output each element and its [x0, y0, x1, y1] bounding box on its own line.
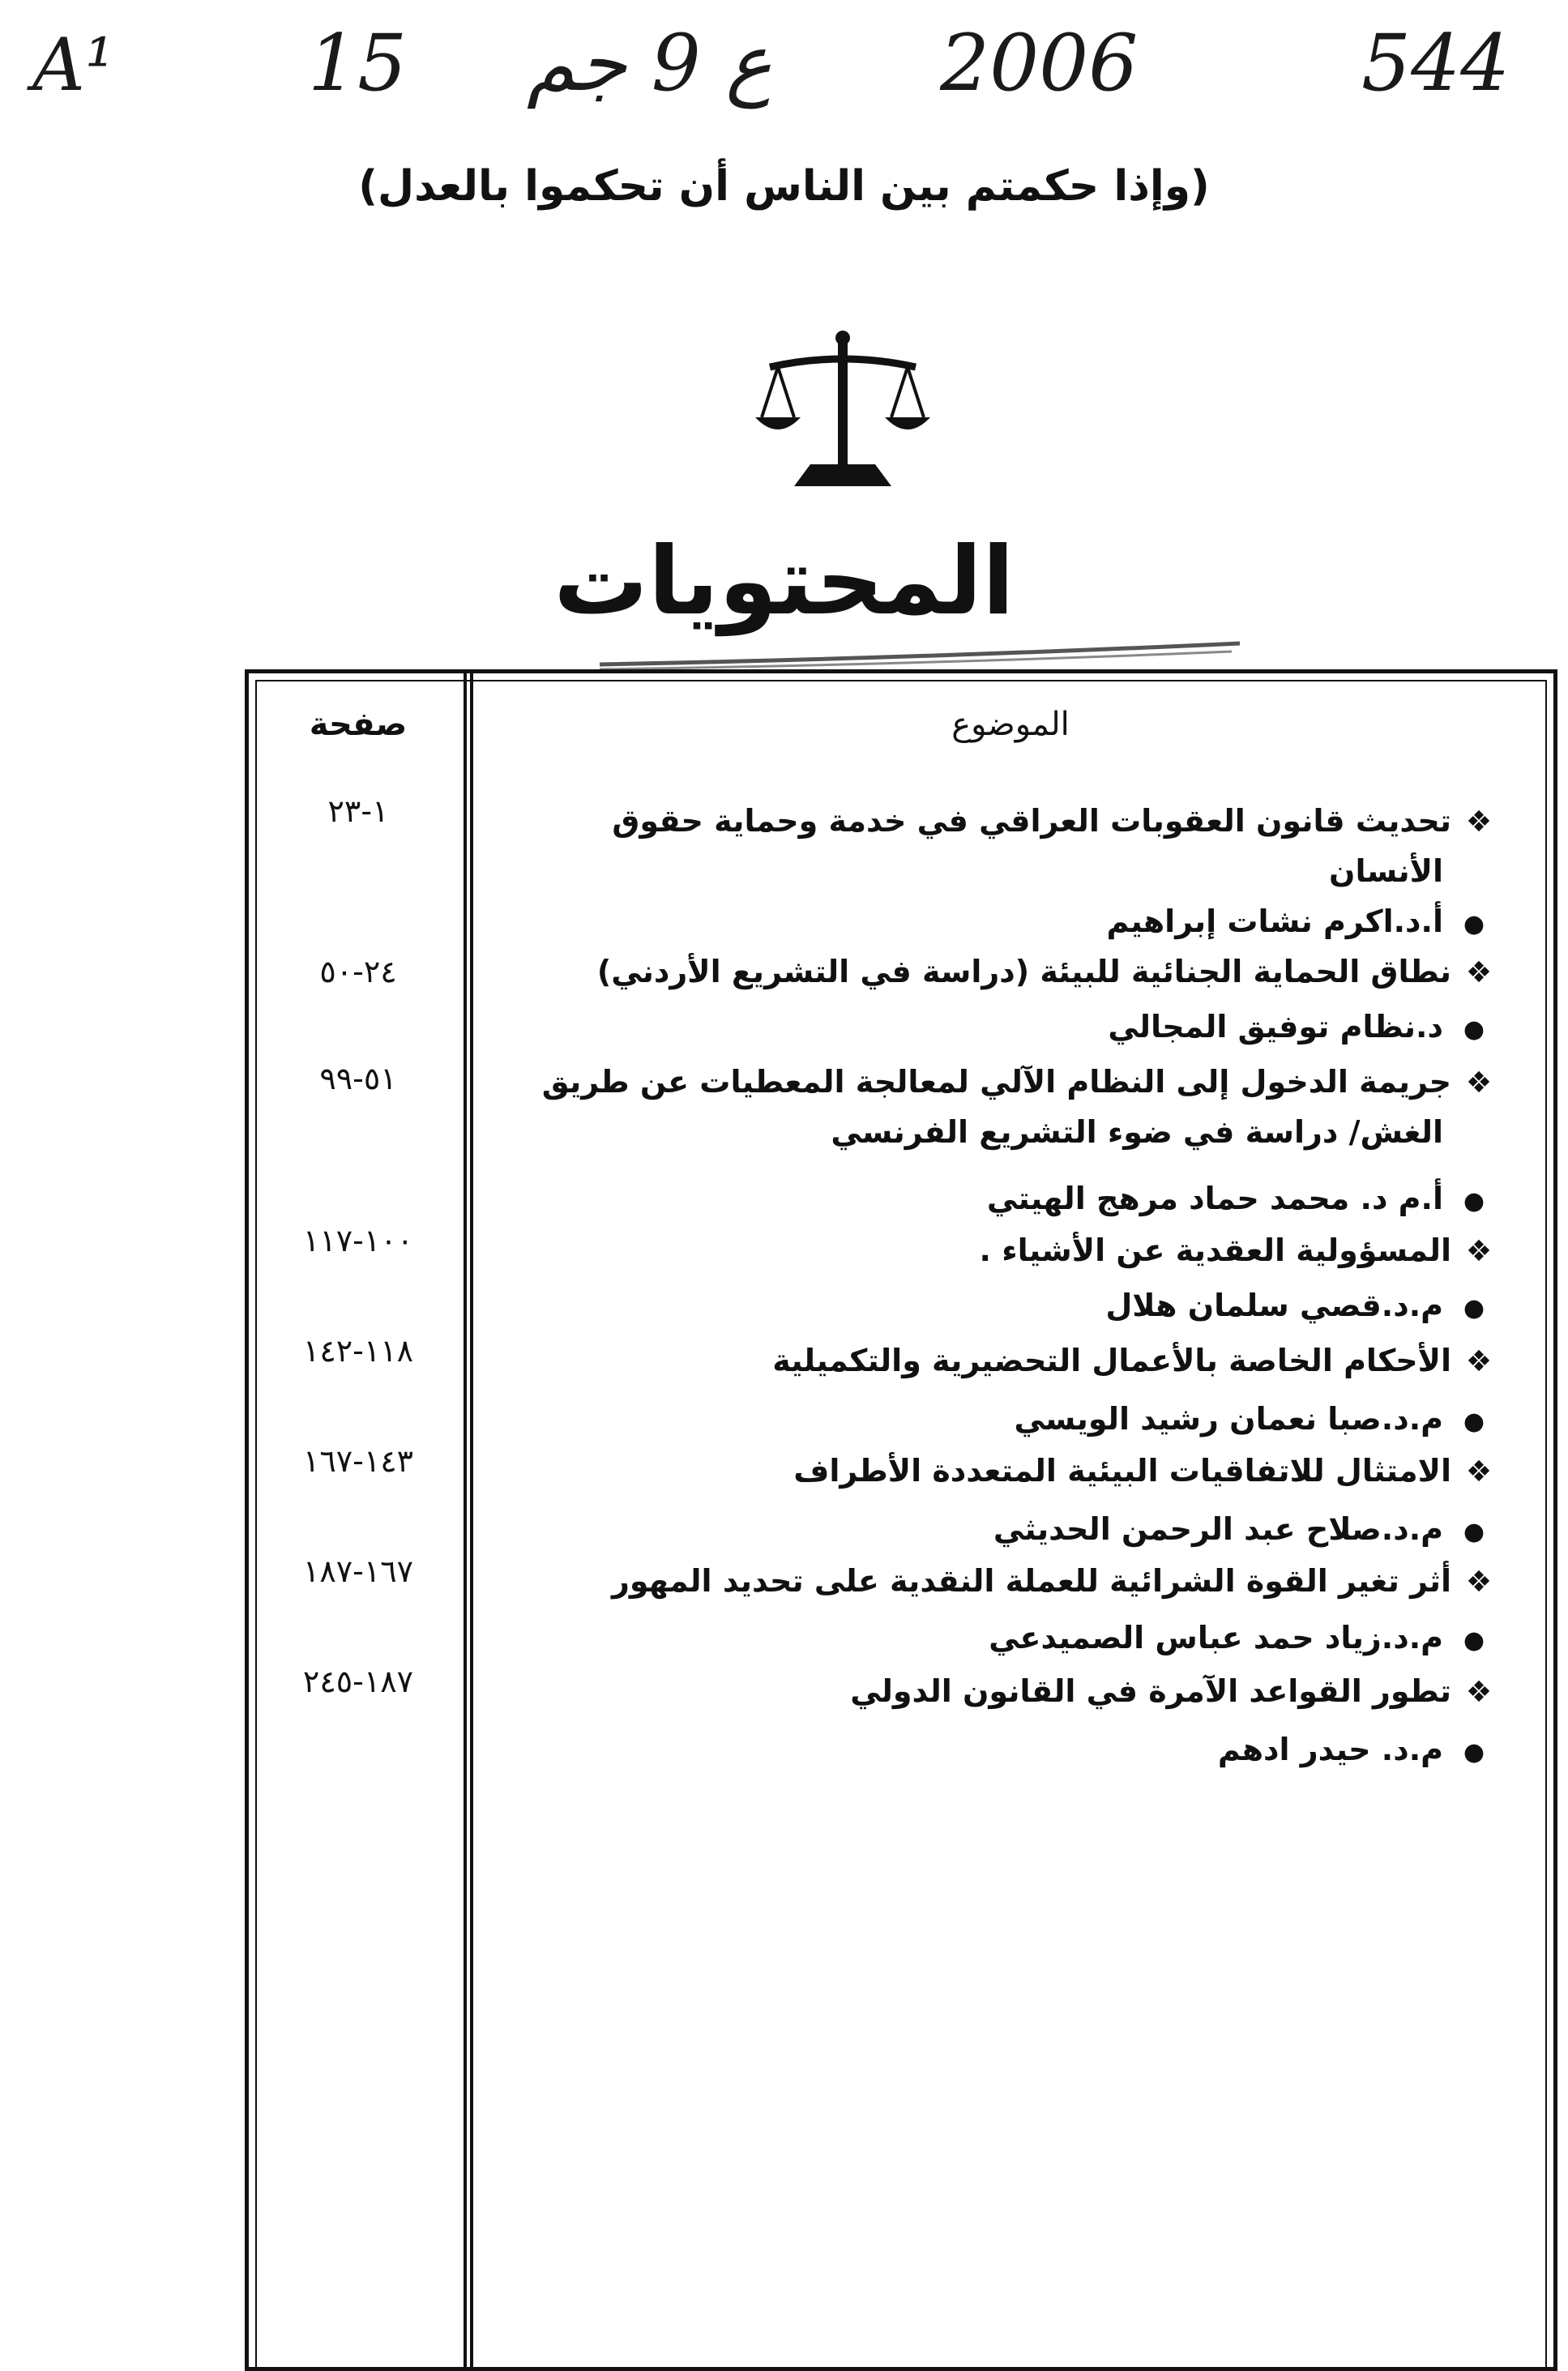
entry-title	[612, 803, 1498, 839]
dot-bullet-icon: ●	[1463, 1408, 1485, 1436]
topic-column-header: الموضوع	[951, 706, 1070, 743]
entry-title-text: نطاق الحماية الجنائية للبيئة (دراسة في التشريع الأردني)	[596, 954, 1451, 989]
diamond-bullet-icon: ❖	[1465, 1345, 1493, 1378]
diamond-bullet-icon: ❖	[1465, 1566, 1493, 1599]
scales-of-justice-icon	[754, 328, 932, 490]
entry-title	[793, 1453, 1498, 1489]
entry-author	[1107, 904, 1490, 939]
entry-title-text: الأحكام الخاصة بالأعمال التحضيرية والتكميلية	[772, 1343, 1451, 1378]
entry-pages: ١٤٣-١٦٧	[302, 1443, 414, 1479]
entry-title	[542, 1064, 1498, 1100]
entry-author-text: د.نظام توفيق المجالي	[1108, 1009, 1443, 1045]
entry-author-text: م.د.صبا نعمان رشيد الويسي	[1014, 1401, 1443, 1437]
entry-pages: ١٠٠-١١٧	[302, 1223, 414, 1258]
dot-bullet-icon: ●	[1463, 1738, 1485, 1767]
entry-pages: ١٨٧-٢٤٥	[302, 1664, 414, 1699]
entry-author-text: أ.د.اكرم نشات إبراهيم	[1106, 904, 1443, 939]
diamond-bullet-icon: ❖	[1465, 1235, 1493, 1268]
entry-pages: ٥١-٩٩	[319, 1061, 397, 1096]
entry-author	[1108, 1009, 1490, 1045]
entry-author	[989, 1620, 1490, 1655]
entry-author	[1014, 1401, 1490, 1437]
dot-bullet-icon: ●	[1463, 1518, 1485, 1546]
page-title: المحتويات	[553, 527, 1015, 636]
entry-title-continuation: الأنسان	[1329, 853, 1443, 889]
entry-author	[1218, 1732, 1490, 1767]
handwritten-number: 544	[1361, 18, 1510, 109]
quran-verse: (وإذا حكمتم بين الناس أن تحكموا بالعدل)	[358, 162, 1210, 211]
entry-author	[987, 1181, 1490, 1216]
entry-title-text: تطور القواعد الآمرة في القانون الدولي	[850, 1673, 1451, 1709]
entry-title	[597, 954, 1498, 989]
entry-pages: ٢٤-٥٠	[319, 954, 397, 989]
entry-title-text: أثر تغير القوة الشرائية للعملة النقدية على تحديد المهور	[612, 1563, 1451, 1599]
diamond-bullet-icon: ❖	[1465, 1455, 1493, 1489]
entry-author-text: م.د.زياد حمد عباس الصميدعي	[989, 1620, 1443, 1655]
entry-author-text: أ.م د. محمد حماد مرهج الهيتي	[986, 1181, 1443, 1216]
entry-author-text: م.د.صلاح عبد الرحمن الحديثي	[993, 1511, 1443, 1547]
entry-title	[980, 1232, 1498, 1268]
entry-pages: ١١٨-١٤٢	[302, 1333, 414, 1369]
diamond-bullet-icon: ❖	[1465, 1066, 1493, 1100]
entry-title-text: المسؤولية العقدية عن الأشياء .	[979, 1232, 1451, 1268]
title-underline	[600, 640, 1248, 673]
entry-title-continuation: الغش/ دراسة في ضوء التشريع الفرنسي	[831, 1114, 1443, 1150]
dot-bullet-icon: ●	[1463, 1015, 1485, 1044]
handwritten-day: 15	[308, 18, 408, 109]
handwritten-mark: A¹	[32, 23, 115, 108]
diamond-bullet-icon: ❖	[1465, 1676, 1493, 1709]
diamond-bullet-icon: ❖	[1465, 956, 1493, 989]
entry-author-text: م.د. حيدر ادهم	[1217, 1732, 1443, 1767]
entry-title	[850, 1673, 1498, 1709]
dot-bullet-icon: ●	[1463, 1626, 1485, 1655]
handwritten-year: 2006	[940, 18, 1139, 109]
entry-title-text: جريمة الدخول إلى النظام الآلي لمعالجة المعطيات عن طريق	[541, 1064, 1451, 1100]
entry-title	[612, 1563, 1498, 1599]
contents-table	[245, 669, 1557, 2371]
entry-author	[993, 1511, 1490, 1547]
entry-author	[1105, 1288, 1490, 1323]
entry-title	[772, 1343, 1498, 1378]
page-column-header: صفحة	[309, 706, 408, 743]
entry-title-text: الامتثال للاتفاقيات البيئية المتعددة الأطراف	[793, 1453, 1451, 1489]
column-divider	[464, 673, 467, 2367]
entry-title-text: تحديث قانون العقوبات العراقي في خدمة وحماية حقوق	[612, 803, 1451, 839]
entry-pages: ١-٢٣	[327, 793, 389, 829]
diamond-bullet-icon: ❖	[1465, 805, 1493, 839]
dot-bullet-icon: ●	[1463, 910, 1485, 938]
dot-bullet-icon: ●	[1463, 1187, 1485, 1215]
entry-pages: ١٦٧-١٨٧	[302, 1553, 414, 1589]
entry-author-text: م.د.قصي سلمان هلال	[1105, 1288, 1443, 1323]
dot-bullet-icon: ●	[1463, 1294, 1485, 1322]
handwritten-hijri-date: ع 9 جم	[527, 18, 772, 109]
